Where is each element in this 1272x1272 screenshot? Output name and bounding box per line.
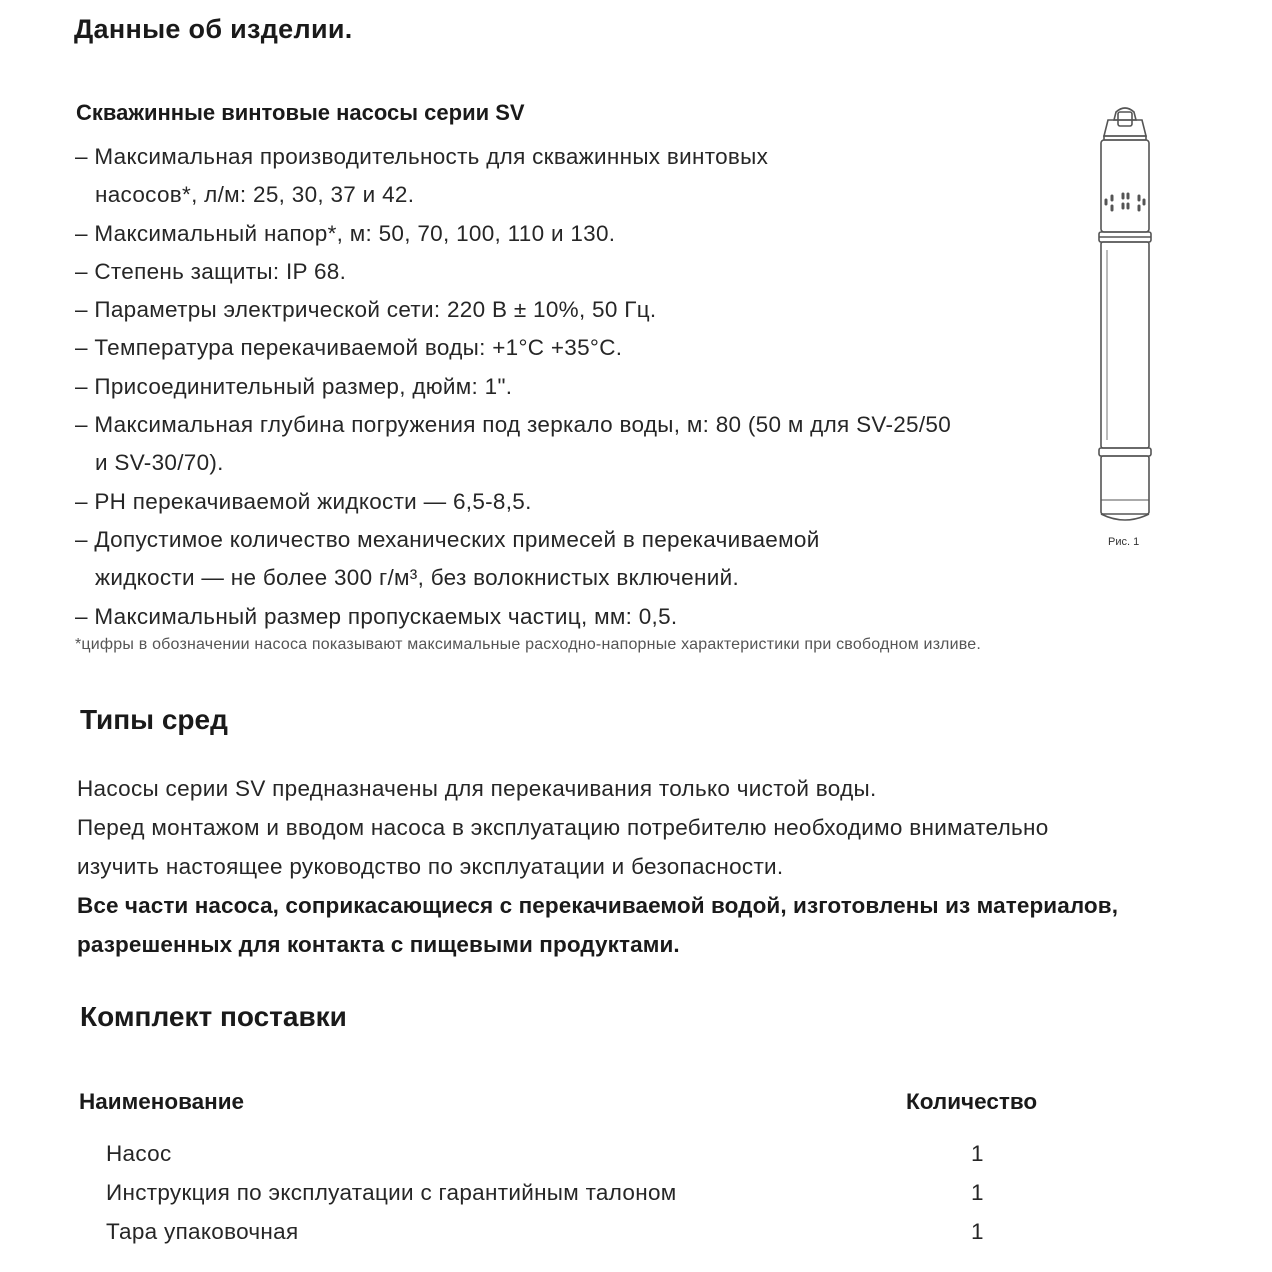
spec-line: – Присоединительный размер, дюйм: 1". [75,373,513,399]
delivery-set-title: Комплект поставки [80,1001,347,1032]
spec-line: – Температура перекачиваемой воды: +1°С +35°С. [75,335,623,361]
media-types-title: Типы сред [80,704,228,735]
column-header-name: Наименование [79,1089,245,1114]
spec-line: – PH перекачиваемой жидкости — 6,5-8,5. [75,488,532,514]
table-row-name: Инструкция по эксплуатации с гарантийным талоном [106,1180,677,1205]
paragraph-line: Насосы серии SV предназначены для перекачивания только чистой воды. [77,776,877,801]
spec-line: – Параметры электрической сети: 220 В ± 10%, 50 Гц. [75,297,657,323]
table-row-qty: 1 [971,1141,984,1166]
notice-line: Все части насоса, соприкасающиеся с перекачиваемой водой, изготовлены из материалов, [77,893,1119,918]
pump-cap [1104,120,1146,136]
pump-bottom [1101,514,1149,520]
paragraph-line: изучить настоящее руководство по эксплуатации и безопасности. [77,854,784,879]
spec-line: насосов*, л/м: 25, 30, 37 и 42. [95,182,415,208]
spec-line: – Допустимое количество механических примесей в перекачиваемой [75,526,820,552]
pump-lower-ring [1099,448,1151,456]
spec-line: – Максимальный напор*, м: 50, 70, 100, 110 и 130. [75,220,616,246]
media-types-text [77,769,1257,964]
notice-line: разрешенных для контакта с пищевыми продуктами. [77,932,680,957]
spec-list [75,138,1075,636]
paragraph-line: Перед монтажом и вводом насоса в эксплуатацию потребителю необходимо внимательно [77,815,1049,840]
pump-motor-body [1101,242,1149,448]
pump-figure [1080,100,1170,530]
product-subtitle: Скважинные винтовые насосы серии SV [76,100,525,125]
column-header-quantity: Количество [906,1089,1038,1114]
spec-line: – Максимальный размер пропускаемых частиц, мм: 0,5. [75,603,678,629]
pump-upper-housing [1101,140,1149,232]
figure-caption: Рис. 1 [1108,536,1140,548]
spec-line: – Максимальная производительность для скважинных винтовых [75,144,769,169]
pump-outlet [1118,112,1132,126]
spec-line: – Максимальная глубина погружения под зеркало воды, м: 80 (50 м для SV-25/50 [75,412,952,438]
spec-line: – Степень защиты: IP 68. [75,258,347,284]
spec-line: жидкости — не более 300 г/м³, без волокнистых включений. [95,565,740,591]
table-row-name: Тара упаковочная [106,1219,299,1244]
pump-base [1101,456,1149,514]
spec-line: и SV-30/70). [95,450,224,476]
table-row-qty: 1 [971,1180,984,1205]
page-title: Данные об изделии. [74,14,353,44]
table-row-qty: 1 [971,1219,984,1244]
footnote: *цифры в обозначении насоса показывают максимальные расходно-напорные характеристики при свободном изливе. [75,636,981,653]
pump-illustration [1080,100,1170,530]
table-row-name: Насос [106,1141,172,1166]
